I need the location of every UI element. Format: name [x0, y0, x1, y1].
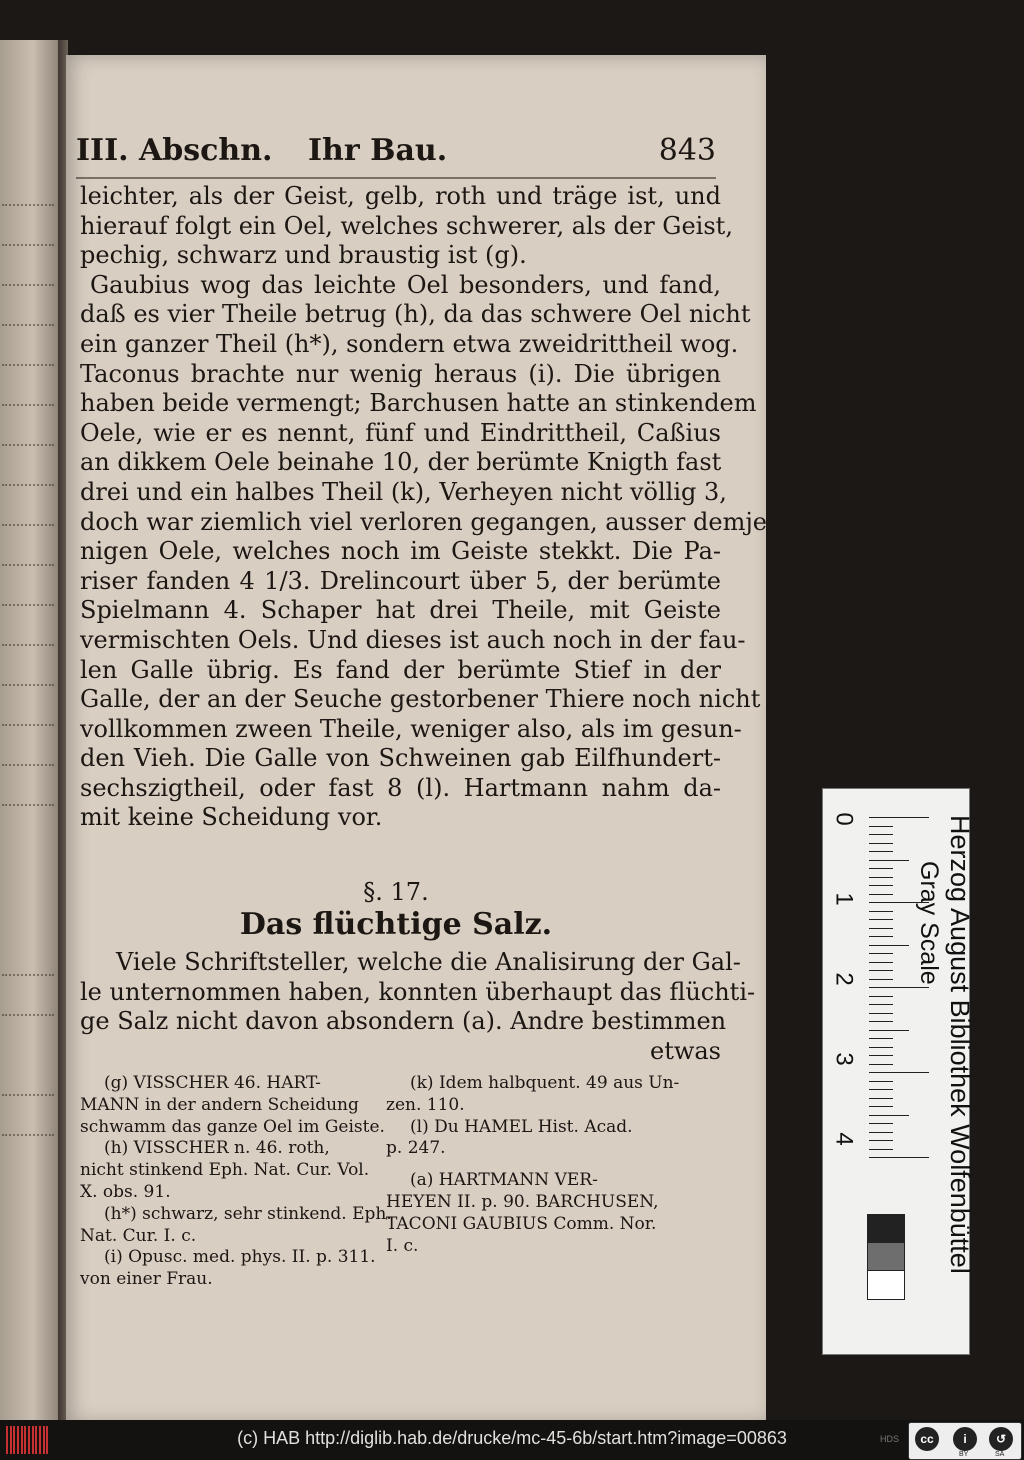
text-line: pechig, schwarz und braustig ist (g). — [80, 241, 527, 270]
cc-license-badge[interactable] — [908, 1422, 1022, 1460]
text-line: daß es vier Theile betrug (h), da das schwere Oel nicht — [80, 300, 751, 329]
text-line: Taconus brachte nur wenig heraus (i). Die übrigen — [80, 359, 721, 388]
footnote-line: HEYEN II. p. 90. BARCHUSEN, — [386, 1191, 659, 1212]
text-line: Gaubius wog das leichte Oel besonders, und fand, — [90, 270, 721, 299]
text-line: Viele Schriftsteller, welche die Analisirung der Gal- — [116, 948, 741, 976]
footnote-line: (h) VISSCHER n. 46. roth, — [104, 1138, 330, 1159]
attribution-icon: i — [953, 1427, 977, 1451]
text-line: mit keine Scheidung vor. — [80, 803, 383, 832]
text-line: Oele, wie er es nennt, fünf und Eindrittheil, Caßius — [80, 418, 721, 447]
cc-icon: cc — [915, 1427, 939, 1451]
footnote-line: schwamm das ganze Oel im Geiste. — [80, 1116, 385, 1137]
footnote-line: (g) VISSCHER 46. HART- — [104, 1073, 321, 1093]
text-line: ein ganzer Theil (h*), sondern etwa zweidrittheil wog. — [80, 329, 739, 358]
gray-patch-dark — [867, 1214, 905, 1244]
footnote-line: I. c. — [386, 1235, 419, 1256]
footnote-line: nicht stinkend Eph. Nat. Cur. Vol. — [80, 1160, 370, 1181]
catchword: etwas — [649, 1037, 721, 1065]
text-line: hierauf folgt ein Oel, welches schwerer, als der Geist, — [80, 211, 733, 240]
main-text — [80, 182, 776, 833]
gray-scale-label: Gray Scale — [915, 861, 943, 985]
page-number: 843 — [658, 133, 716, 168]
footnote-line: (a) HARTMANN VER- — [410, 1170, 598, 1191]
gray-patch-mid — [867, 1242, 905, 1272]
header-chapter: III. Abschn. — [76, 133, 273, 168]
text-line: leichter, als der Geist, gelb, roth und träge ist, und — [80, 182, 721, 210]
text-line: vermischten Oels. Und dieses ist auch noch in der fau- — [80, 625, 746, 654]
ruler-number: 0 — [830, 812, 858, 826]
footnote-line: TACONI GAUBIUS Comm. Nor. — [386, 1213, 657, 1234]
ruler-number: 2 — [830, 972, 858, 986]
footnotes-right-column — [386, 1073, 686, 1257]
license-sa-label: SA — [995, 1451, 1005, 1458]
text-line: Spielmann 4. Schaper hat drei Theile, mit Geiste — [80, 596, 721, 625]
book-page — [66, 55, 776, 1423]
text-line: drei und ein halbes Theil (k), Verheyen nicht völlig 3, — [80, 477, 727, 506]
facing-page-edge — [0, 40, 60, 1420]
footer-small-mark: HDS — [880, 1434, 900, 1444]
footnote-line: (l) Du HAMEL Hist. Acad. — [410, 1116, 633, 1137]
license-by-label: BY — [959, 1451, 969, 1458]
ruler-number: 4 — [830, 1132, 858, 1146]
section-text — [80, 948, 756, 1037]
color-scale-card — [822, 788, 975, 1355]
text-line: nigen Oele, welches noch im Geiste stekkt. Die Pa- — [80, 537, 721, 566]
ruler-number: 3 — [830, 1052, 858, 1066]
header-rule — [76, 177, 716, 179]
library-name: Herzog August Bibliothek Wolfenbüttel — [945, 815, 975, 1274]
footnote-line: X. obs. 91. — [80, 1181, 171, 1202]
footnote-line: p. 247. — [386, 1138, 446, 1159]
text-line: le unternommen haben, konnten überhaupt das flüchti- — [80, 977, 756, 1006]
text-line: haben beide vermengt; Barchusen hatte an stinkendem — [80, 389, 757, 418]
text-line: len Galle übrig. Es fand der berümte Stief in der — [80, 655, 721, 684]
footnote-line: von einer Frau. — [80, 1269, 213, 1290]
text-line: vollkommen zween Theile, weniger also, als im gesun- — [80, 714, 742, 743]
footnote-line: zen. 110. — [386, 1094, 465, 1115]
text-line: Galle, der an der Seuche gestorbener Thiere noch nicht — [80, 685, 761, 714]
ruler-number: 1 — [830, 892, 858, 906]
section-number: §. 17. — [363, 878, 429, 906]
footnote-line: (h*) schwarz, sehr stinkend. Eph. — [104, 1203, 392, 1224]
running-header — [76, 133, 716, 173]
section-title: Das flüchtige Salz. — [239, 907, 553, 942]
copyright-link[interactable]: (c) HAB http://diglib.hab.de/drucke/mc-45-6b/start.htm?image=00863 — [237, 1428, 787, 1448]
header-title: Ihr Bau. — [308, 133, 448, 168]
gray-patch-light — [867, 1270, 905, 1300]
footnote-line: (i) Opusc. med. phys. II. p. 311. — [104, 1247, 376, 1268]
text-line: riser fanden 4 1/3. Drelincourt über 5, der berümte — [80, 566, 721, 595]
footnote-line: (k) Idem halbquent. 49 aus Un- — [410, 1073, 680, 1093]
text-line: ge Salz nicht davon absondern (a). Andre bestimmen — [80, 1007, 727, 1036]
footnote-line: MANN in der andern Scheidung — [80, 1094, 359, 1115]
text-line: doch war ziemlich viel verloren gegangen, ausser demje- — [80, 507, 776, 536]
text-line: den Vieh. Die Galle von Schweinen gab Eilfhundert- — [80, 744, 721, 773]
text-line: sechszigtheil, oder fast 8 (l). Hartmann nahm da- — [80, 773, 721, 802]
share-alike-icon: ↺ — [989, 1427, 1013, 1451]
footer-bar — [0, 1420, 1024, 1460]
footnotes-left-column — [80, 1073, 392, 1291]
text-line: an dikkem Oele beinahe 10, der berümte Knigth fast — [80, 448, 722, 477]
footnote-line: Nat. Cur. I. c. — [80, 1225, 197, 1246]
